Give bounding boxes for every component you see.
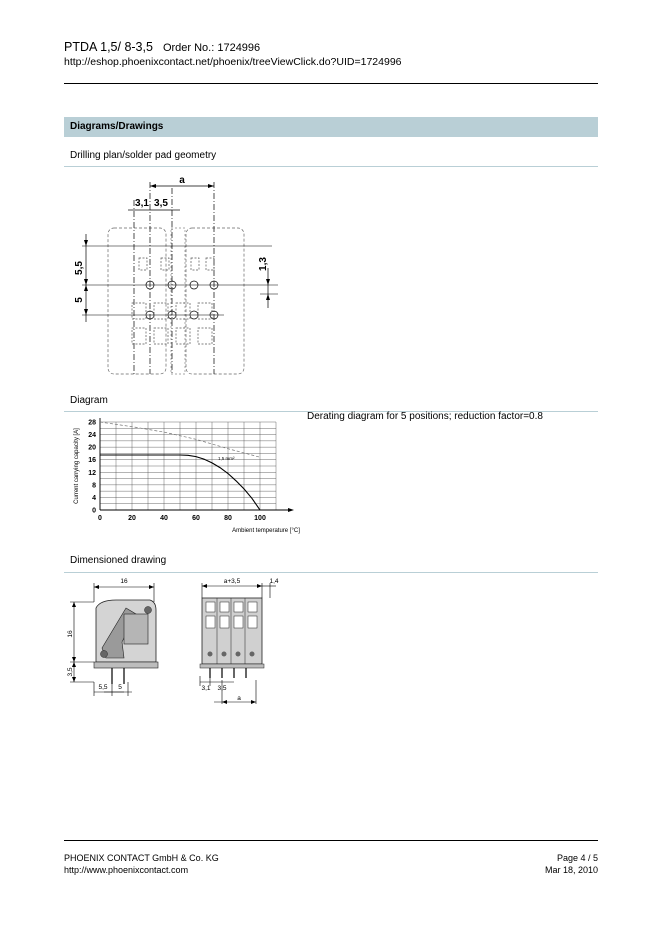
- footer-page-number: Page 4 / 5: [556, 853, 598, 863]
- y-tick-label: 0: [92, 507, 96, 515]
- x-axis-arrow: [288, 508, 294, 512]
- dim-1-4-label: 1,4: [269, 578, 279, 585]
- dimensioned-drawing-divider: [64, 572, 598, 573]
- derating-caption: Derating diagram for 5 positions; reduction factor=0.8: [307, 411, 543, 422]
- chart-grid: [100, 418, 294, 512]
- document-title: [64, 40, 260, 54]
- dim-a-bottom-label: a: [237, 695, 241, 702]
- x-axis-label: Ambient temperature [°C]: [232, 528, 300, 534]
- dim-1-3-label: 1,3: [258, 257, 269, 271]
- order-number: Order No.: 1724996: [162, 42, 261, 54]
- y-tick-label: 8: [92, 482, 96, 490]
- dim-16-top-label: 16: [120, 578, 128, 585]
- x-tick-label: 40: [160, 515, 168, 522]
- drilling-plan-title: Drilling plan/solder pad geometry: [70, 150, 217, 161]
- x-tick-label: 20: [128, 515, 136, 522]
- dim-5-label: 5: [74, 297, 85, 303]
- dim-16-side-label: 16: [67, 630, 74, 638]
- chart-ticks: [88, 420, 266, 523]
- dim-5-bottom-label: 5: [118, 684, 122, 691]
- header-divider: [64, 83, 598, 84]
- drilling-plan-divider: [64, 166, 598, 167]
- y-tick-label: 4: [92, 494, 96, 502]
- x-tick-label: 60: [192, 515, 200, 522]
- dim-3-1-bottom-label: 3,1: [201, 685, 211, 692]
- product-name: PTDA 1,5/ 8-3,5: [64, 40, 153, 54]
- dim-a-plus-3-5-label: a+3,5: [223, 578, 241, 585]
- footer-left: [64, 852, 219, 876]
- footer-right: [545, 852, 598, 876]
- x-tick-label: 100: [254, 515, 266, 522]
- drilling-plan-drawing: [64, 168, 294, 390]
- dim-3-1-label: 3,1: [135, 198, 149, 209]
- dimensioned-drawing-title: Dimensioned drawing: [70, 555, 167, 566]
- product-url[interactable]: http://eshop.phoenixcontact.net/phoenix/treeViewClick.do?UID=1724996: [64, 56, 402, 68]
- section-header-band: [64, 117, 598, 137]
- dim-a-label: a: [179, 175, 185, 186]
- derating-chart: [66, 416, 300, 538]
- footer-divider: [64, 840, 598, 841]
- y-tick-label: 24: [88, 432, 96, 440]
- dim-5-5-label: 5,5: [74, 261, 85, 275]
- dim-3-5-side-label: 3,5: [67, 667, 74, 677]
- dim-3-5-label: 3,5: [154, 198, 168, 209]
- dimensioned-drawing: [64, 574, 294, 710]
- y-tick-label: 12: [88, 469, 96, 477]
- y-tick-label: 16: [88, 457, 96, 465]
- footer-date: Mar 18, 2010: [544, 865, 598, 875]
- diagram-title: Diagram: [70, 395, 108, 406]
- section-header-label: Diagrams/Drawings: [70, 121, 164, 132]
- dim-3-5-bottom-label: 3,5: [217, 685, 227, 692]
- y-tick-label: 28: [88, 419, 96, 427]
- y-axis-label: Current carrying capacity [A]: [74, 428, 80, 504]
- x-tick-label: 0: [98, 515, 102, 522]
- footer-company: PHOENIX CONTACT GmbH & Co. KG: [64, 853, 219, 863]
- y-tick-label: 20: [88, 444, 96, 452]
- x-tick-label: 80: [224, 515, 232, 522]
- curve-annotation: 1,5 mm²: [218, 456, 235, 461]
- footer-website[interactable]: http://www.phoenixcontact.com: [64, 865, 189, 875]
- dim-5-5-bottom-label: 5,5: [98, 684, 108, 691]
